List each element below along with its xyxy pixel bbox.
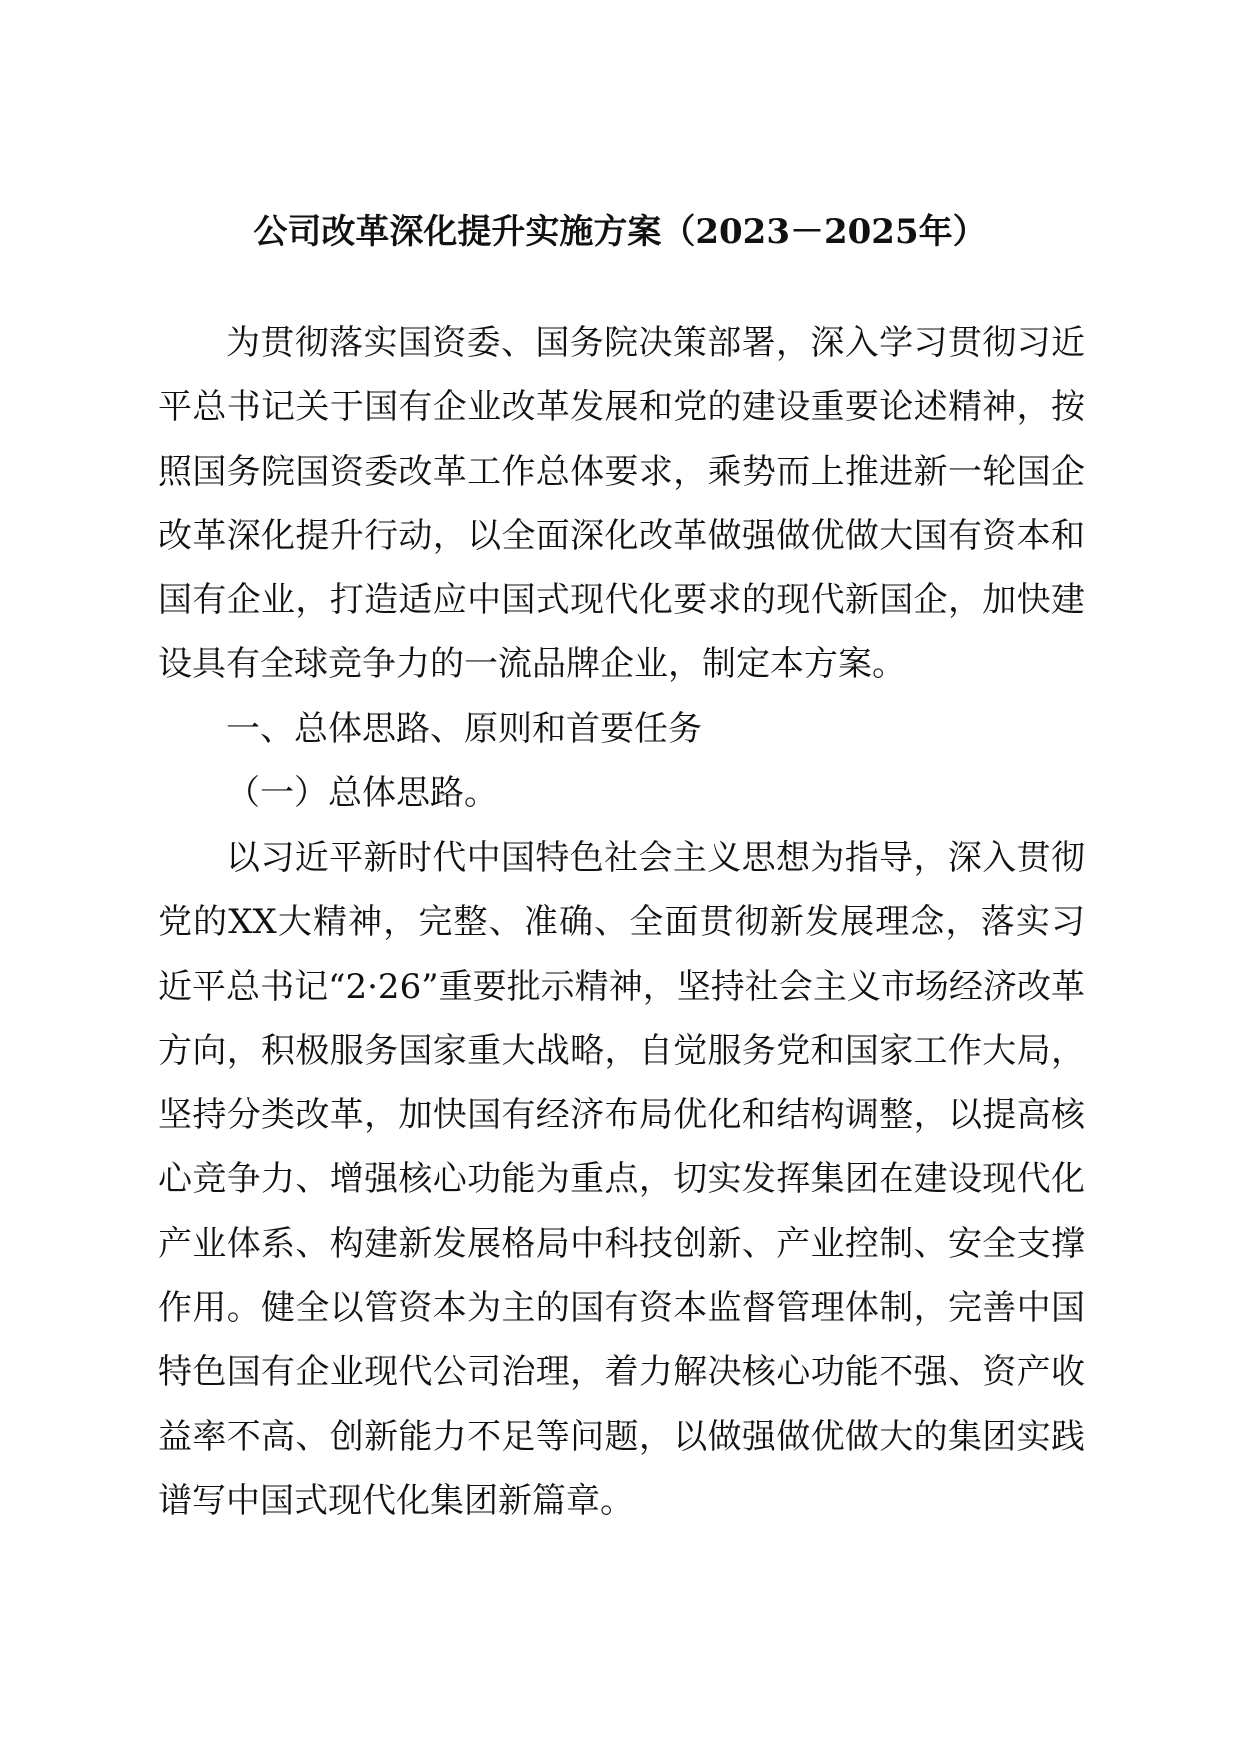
intro-paragraph: 为贯彻落实国资委、国务院决策部署，深入学习贯彻习近平总书记关于国有企业改革发展和党的建设重要论述精神，按照国务院国资委改革工作总体要求，乘势而上推进新一轮国企改革深化提升行动，以全面深化改革做强做优做大国有资本和国有企业，打造适应中国式现代化要求的现代新国企，加快建设具有全球竞争力的一流品牌企业，制定本方案。: [158, 323, 1085, 685]
approach-paragraph: 以习近平新时代中国特色社会主义思想为指导，深入贯彻党的XX大精神，完整、准确、全面贯彻新发展理念，落实习近平总书记“2·26”重要批示精神，坚持社会主义市场经济改革方向，积极服务国家重大战略，自觉服务党和国家工作大局，坚持分类改革，加快国有经济布局优化和结构调整，以提高核心竞争力、增强核心功能为重点，切实发挥集团在建设现代化产业体系、构建新发展格局中科技创新、产业控制、安全支撑作用。健全以管资本为主的国有资本监督管理体制，完善中国特色国有企业现代公司治理，着力解决核心功能不强、资产收益率不高、创新能力不足等问题，以做强做优做大的集团实践谱写中国式现代化集团新篇章。: [158, 838, 1085, 1521]
subsection-heading-1: （一）总体思路。: [226, 773, 498, 813]
section-heading-1: 一、总体思路、原则和首要任务: [226, 709, 702, 749]
document-title: 公司改革深化提升实施方案（2023－2025年）: [253, 212, 987, 252]
